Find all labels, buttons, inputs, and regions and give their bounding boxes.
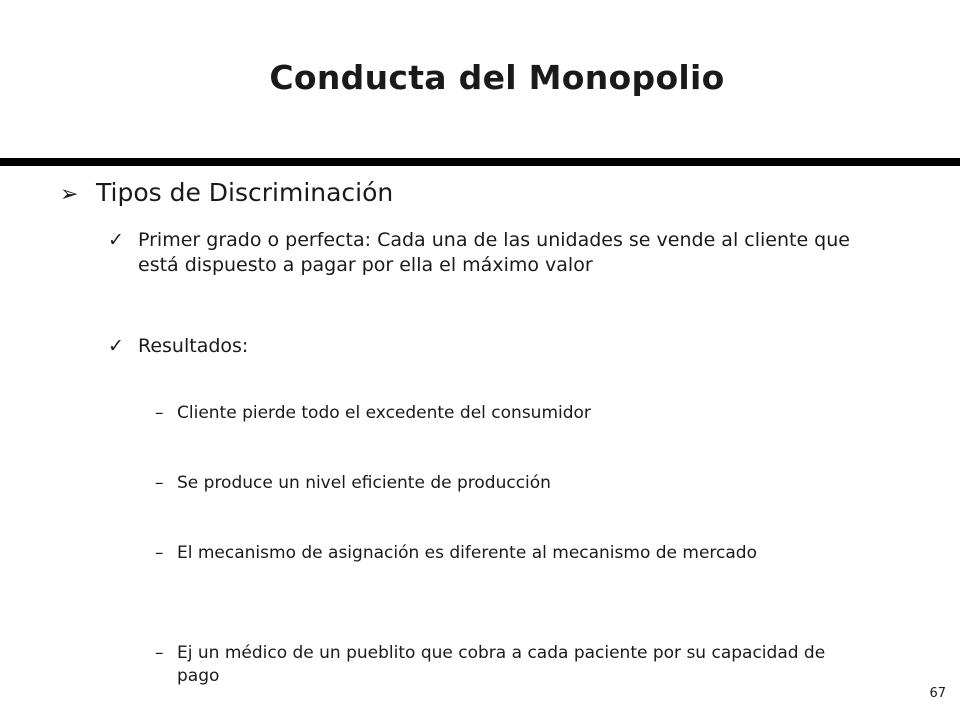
- page-number: 67: [929, 686, 946, 701]
- sub-item-mecanismo: [155, 542, 815, 565]
- bullet-item-primer-grado: [108, 228, 878, 278]
- bullet-item-text: Primer grado o perfecta: Cada una de las unidades se vende al cliente que está dispuesto a pagar por ella el máximo valor: [138, 229, 850, 276]
- check-icon: ✓: [108, 229, 124, 251]
- sub-item-ejemplo: [155, 642, 855, 688]
- arrow-bullet-icon: ➢: [60, 182, 79, 207]
- sub-item-text: Se produce un nivel eficiente de producción: [177, 473, 551, 493]
- bullet-heading-text: Tipos de Discriminación: [96, 178, 394, 207]
- dash-icon: –: [155, 643, 164, 663]
- sub-item-nivel-eficiente: [155, 472, 875, 495]
- sub-item-text: El mecanismo de asignación es diferente al mecanismo de mercado: [177, 543, 758, 563]
- dash-icon: –: [155, 403, 164, 423]
- sub-item-text: Cliente pierde todo el excedente del consumidor: [177, 403, 591, 423]
- dash-icon: –: [155, 473, 164, 493]
- sub-item-text: Ej un médico de un pueblito que cobra a cada paciente por su capacidad de pago: [177, 643, 826, 686]
- check-icon: ✓: [108, 335, 124, 357]
- sub-item-excedente: [155, 402, 875, 425]
- title-divider: [0, 158, 960, 166]
- bullet-heading: [60, 178, 393, 207]
- dash-icon: –: [155, 543, 164, 563]
- slide-title: Conducta del Monopolio: [269, 58, 725, 97]
- bullet-item-text: Resultados:: [138, 335, 249, 357]
- bullet-item-resultados: [108, 334, 878, 359]
